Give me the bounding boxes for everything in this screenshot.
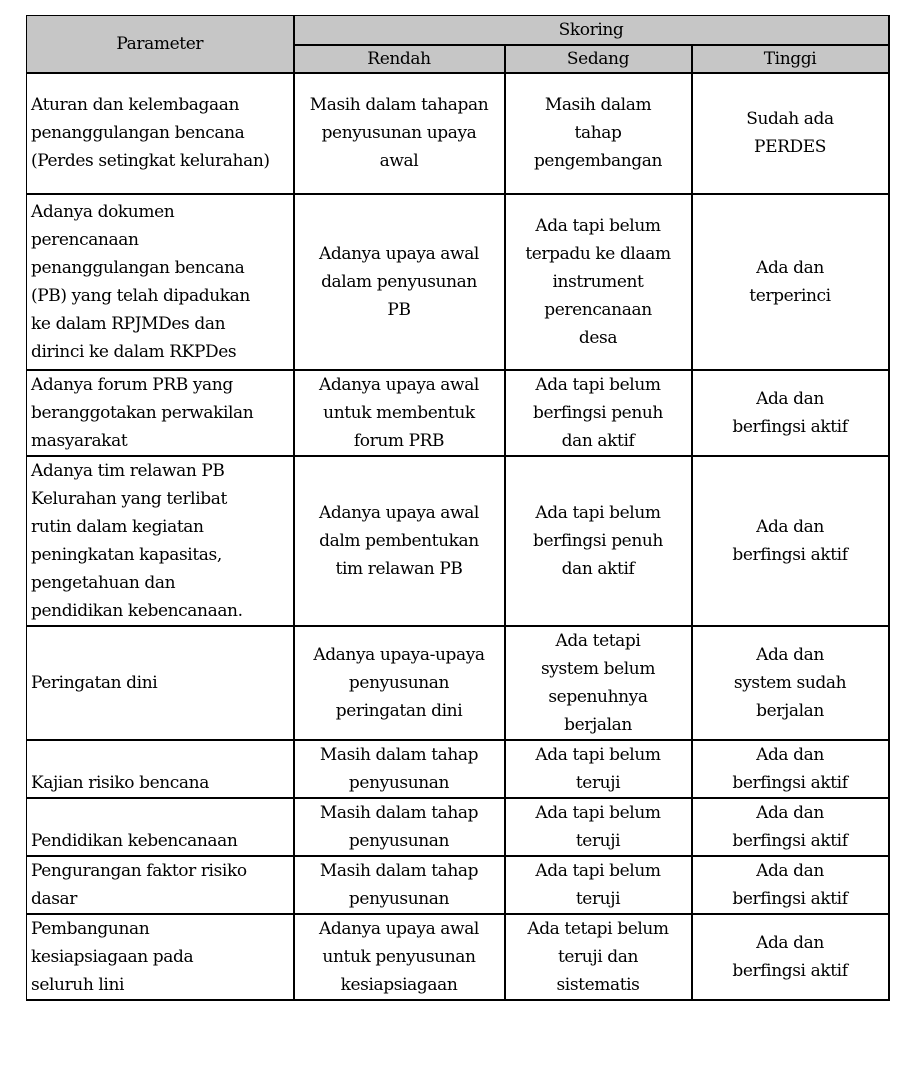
cell-tinggi: Ada dan berfingsi aktif: [692, 740, 889, 798]
cell-sedang: Ada tapi belum teruji: [505, 856, 692, 914]
cell-sedang: Ada tapi belum berfingsi penuh dan aktif: [505, 370, 692, 456]
cell-parameter: Adanya tim relawan PB Kelurahan yang terlibat rutin dalam kegiatan peningkatan kapasitas, pengetahuan dan pendidikan kebencanaan.: [27, 456, 294, 626]
cell-parameter: Adanya forum PRB yang beranggotakan perwakilan masyarakat: [27, 370, 294, 456]
cell-rendah: Masih dalam tahapan penyusunan upaya awal: [294, 73, 505, 194]
cell-rendah: Adanya upaya-upaya penyusunan peringatan dini: [294, 626, 505, 740]
header-tinggi: Tinggi: [692, 45, 889, 73]
cell-tinggi: Ada dan terperinci: [692, 194, 889, 370]
cell-rendah: Masih dalam tahap penyusunan: [294, 798, 505, 856]
header-skoring: Skoring: [294, 16, 889, 45]
header-sedang: Sedang: [505, 45, 692, 73]
cell-parameter: Aturan dan kelembagaan penanggulangan bencana (Perdes setingkat kelurahan): [27, 73, 294, 194]
cell-rendah: Adanya upaya awal untuk penyusunan kesiapsiagaan: [294, 914, 505, 1000]
scoring-table: [26, 15, 890, 1001]
table-row: [27, 798, 889, 856]
table-row: [27, 856, 889, 914]
cell-sedang: Ada tapi belum teruji: [505, 740, 692, 798]
cell-sedang: Ada tapi belum terpadu ke dlaam instrument perencanaan desa: [505, 194, 692, 370]
cell-parameter: Pengurangan faktor risiko dasar: [27, 856, 294, 914]
cell-tinggi: Ada dan berfingsi aktif: [692, 456, 889, 626]
cell-sedang: Ada tetapi belum teruji dan sistematis: [505, 914, 692, 1000]
table-row: [27, 194, 889, 370]
cell-tinggi: Ada dan berfingsi aktif: [692, 798, 889, 856]
cell-tinggi: Sudah ada PERDES: [692, 73, 889, 194]
table-row: [27, 626, 889, 740]
cell-sedang: Ada tetapi system belum sepenuhnya berjalan: [505, 626, 692, 740]
table-row: [27, 914, 889, 1000]
cell-rendah: Adanya upaya awal dalam penyusunan PB: [294, 194, 505, 370]
cell-rendah: Adanya upaya awal dalm pembentukan tim relawan PB: [294, 456, 505, 626]
cell-sedang: Masih dalam tahap pengembangan: [505, 73, 692, 194]
cell-rendah: Adanya upaya awal untuk membentuk forum PRB: [294, 370, 505, 456]
cell-rendah: Masih dalam tahap penyusunan: [294, 740, 505, 798]
table-row: [27, 740, 889, 798]
cell-tinggi: Ada dan berfingsi aktif: [692, 914, 889, 1000]
cell-parameter: Peringatan dini: [27, 626, 294, 740]
cell-tinggi: Ada dan berfingsi aktif: [692, 370, 889, 456]
cell-parameter: Adanya dokumen perencanaan penanggulangan bencana (PB) yang telah dipadukan ke dalam RPJMDes dan dirinci ke dalam RKPDes: [27, 194, 294, 370]
cell-sedang: Ada tapi belum berfingsi penuh dan aktif: [505, 456, 692, 626]
table-row: [27, 370, 889, 456]
cell-parameter: Pendidikan kebencanaan: [27, 798, 294, 856]
cell-rendah: Masih dalam tahap penyusunan: [294, 856, 505, 914]
cell-tinggi: Ada dan berfingsi aktif: [692, 856, 889, 914]
cell-sedang: Ada tapi belum teruji: [505, 798, 692, 856]
cell-parameter: Pembangunan kesiapsiagaan pada seluruh lini: [27, 914, 294, 1000]
cell-tinggi: Ada dan system sudah berjalan: [692, 626, 889, 740]
table-row: [27, 456, 889, 626]
table-row: [27, 73, 889, 194]
cell-parameter: Kajian risiko bencana: [27, 740, 294, 798]
header-row-top: [27, 16, 889, 45]
header-rendah: Rendah: [294, 45, 505, 73]
header-parameter: Parameter: [27, 16, 294, 73]
